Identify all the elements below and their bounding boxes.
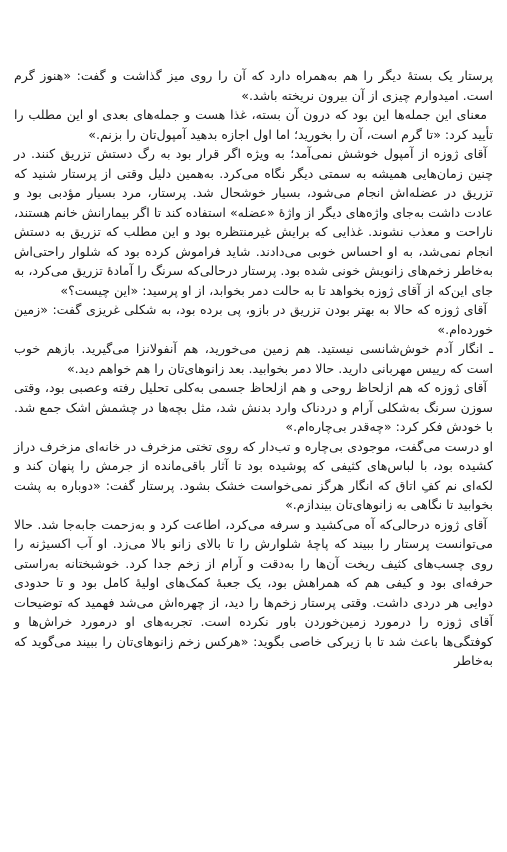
paragraph: ـ انگار آدم خوش‌شانسی نیستید. هم زمین می‌خورید، هم آنفولانزا می‌گیرید. بازهم خوب است که رییس مهربانی دارید. حالا دمر بخوابید. بعد زانوهای‌تان را هم خواهم دید.»: [14, 341, 493, 376]
paragraph: او درست می‌گفت، موجودی بی‌چاره و تب‌دار که روی تختی مزخرف در خانه‌ای مزخرف دراز کشیده بود، با لباس‌های کثیفی که پوشیده بود تا آثار باقی‌مانده از جرمش را پنهان کند و لکه‌ای نم کفِ اتاق که انگار هرگز نمی‌خواست خشک بشود. پرستار گفت: «دوباره به پشت بخوابید تا نگاهی به زانوهای‌تان بیندازم.»: [14, 438, 493, 512]
paragraph: پرستار یک بستهٔ دیگر را هم به‌همراه دارد که آن را روی میز گذاشت و گفت: «هنوز گرم است. امیدوارم چیزی از آن بیرون نریخته باشد.»: [14, 68, 493, 103]
paragraph: آقای ژوزه درحالی‌که آه می‌کشید و سرفه می‌کرد، اطاعت کرد و به‌زحمت جابه‌جا شد. حالا می‌توانست پرستار را ببیند که پاچهٔ شلوارش را تا بالای زانو بالا می‌زد. او آب اکسیژنه را روی چسب‌های کثیف ریخت آن‌ها را به‌دقت و آرام از زخم جدا کرد. خوشبختانه به‌راستی حرفه‌ای بود و کیفی هم که همراهش بود، یک جعبهٔ کمک‌های اولیهٔ کامل بود و تا حدودی دوایی هر دردی داشت. وقتی پرستار زخم‌ها را دید، از چهره‌اش می‌شد فهمید که توضیحات آقای ژوزه را درمورد زمین‌خوردن باور نکرده است. تجربه‌های او درمورد خراش‌ها و کوفتگی‌ها باعث شد تا با زیرکی خاصی بگوید: «هرکس زخم زانوهای‌تان را ببیند می‌گوید که به‌خاطر: [14, 516, 493, 668]
paragraph: آقای ژوزه که هم ازلحاظ روحی و هم ازلحاظ جسمی به‌کلی تحلیل رفته وعصبی بود، وقتی سوزن سرنگ به‌شکلی آرام و دردناک وارد بدنش شد، مثل بچه‌ها در چشمش اشک جمع شد. با خودش فکر کرد: «چه‌قدر بی‌چاره‌ام.»: [14, 380, 493, 434]
paragraph: آقای ژوزه از آمپول خوشش نمی‌آمد؛ به ویژه اگر قرار بود به رگ دستش تزریق کنند. در چنین زمان‌هایی همیشه به سمتی دیگر نگاه می‌کرد. به‌همین دلیل وقتی از پرستار شنید که تزریق در عضله‌اش انجام می‌شود، بسیار خوشحال شد. پرستار، مرد بسیار مؤدبی بود و عادت داشت به‌جای واژه‌های دیگر از واژهٔ «عضله» استفاده کند تا اگر بیمارانش خانم هستند، ناراحت و معذب نشوند. غذایی که برایش غیرمنتظره بود و این مطلب که تزریق به دستش انجام نمی‌شد، به او احساس خوبی می‌دادند. شاید فراموش کرده بود که شلوار راحتی‌اش به‌خاطر زخم‌های زانویش خونی شده بود. پرستار درحالی‌که سرنگ را آمادهٔ تزریق می‌کرد، به جای این‌که از آقای ژوزه بخواهد تا به حالت دمر بخوابد، از او پرسید: «این چیست؟»: [14, 146, 493, 298]
paragraph: معنای این جمله‌ها این بود که درون آن بسته، غذا هست و جمله‌های بعدی او این مطلب را تأیید کرد: «تا گرم است، آن را بخورید؛ اما اول اجازه بدهید آمپول‌تان را بزنم.»: [14, 107, 493, 142]
paragraph: آقای ژوزه که حالا به بهتر بودن تزریق در بازو، پی برده بود، به شکلی غریزی گفت: «زمین خورده‌ام.»: [14, 302, 493, 337]
